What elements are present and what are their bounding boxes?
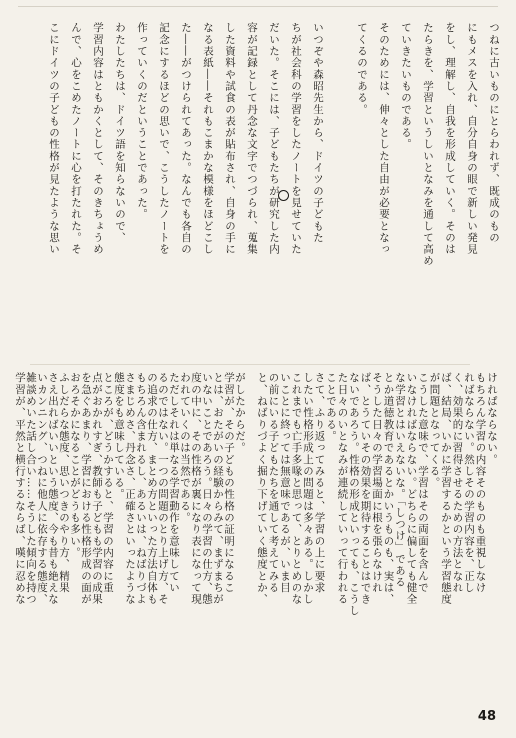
upper-text-line: なる表紙――それもこまかな模様をほどこし <box>202 22 214 255</box>
lower-right-text-line: と、ねばりづよく掘り下げていく態度とか、 <box>256 372 268 605</box>
upper-text-line: ていきたいものである。 <box>400 22 412 151</box>
lower-left-text-line: さえ出ればいいという態度、今も昔も絶えな <box>47 372 59 605</box>
upper-text-line: した資料や試食の表が貼布され、自身の手に <box>224 22 236 255</box>
lower-right-text-line: こうした意味で、学習はその両面を含んで <box>417 372 429 594</box>
lower-left-text-line: 点がおかれすぎ、教師も子どもも学習の成果 <box>91 372 103 605</box>
lower-left-text-line: ただしそれは単なる学習動作を意味してい <box>168 372 180 594</box>
upper-text-line: 記念にするほどの思いで、こうしたノートを <box>158 22 170 255</box>
lower-left-text-line: の追求の仕方、まとめ方といった方法自体も <box>146 372 158 605</box>
lower-left-text-line: 学習が、平然と横行するならば、嘆に忍めな <box>14 372 26 605</box>
upper-text-line: だいた。そこには、子どもたちが研究した内 <box>268 22 280 255</box>
lower-right-text-line: さて、ふり返ってみると、学習の上に要求 <box>313 372 326 594</box>
upper-text-line: にもメスを入れ、自分自身の眼で新しい発見 <box>466 22 478 255</box>
lower-left-text-line: 度の中に、その性格が裏になり表になって現 <box>190 372 202 605</box>
upper-text-line: た――がつけられてあった。なんでも各自の <box>180 22 192 255</box>
upper-text-line: そのためには、伸々とした自由が必要となっ <box>378 22 390 255</box>
lower-left-text-line: がしたからだ。 <box>234 372 246 454</box>
lower-right-text-line: ことである。 <box>325 372 337 442</box>
lower-left-text-line: 態度をも意味している。 <box>113 372 125 501</box>
lower-left-text-line: いカンニング、つねに他人に依存する態度、 <box>36 372 48 605</box>
upper-text-line: をし、理解し、自我を形成していく。そのは <box>444 22 456 255</box>
upper-text-line: わたしたちは、ドイツ語を知らないので、 <box>114 22 126 244</box>
lower-right-text-line: ればならない。然しその学習内容を、正し <box>463 372 475 594</box>
lower-right-text-line: な学習とはいえないな。「しつけ」である <box>394 372 406 589</box>
lower-left-text-line: るのではない。一つの問題のとり上げ方、そ <box>157 372 169 605</box>
lower-right-text-line: もちろん学習の内容そのものも重視しなけ <box>474 372 487 594</box>
section-break-ring-icon <box>278 190 289 201</box>
upper-text-line: てくるのである。 <box>356 22 368 116</box>
upper-text-line: たらきを、学習というしいとなみを通して高め <box>422 22 434 267</box>
lower-right-text-line: いなければならない。どちらに偏しても健全 <box>405 372 418 605</box>
page-number: 48 <box>477 709 496 724</box>
upper-text-line: 容が記録として丹念な文字でつづられ、蒐集 <box>246 22 258 255</box>
lower-right-text-line: とか道徳教育であるとかいうものも、実は、 <box>382 372 395 605</box>
lower-left-text-line: おろそかになることがどうも多い。 <box>69 372 81 559</box>
lower-left-text-line: 雑談めいた話し合い……そうした傾向を持つ <box>25 372 37 605</box>
lower-right-text-line: ば、結局、いかに学習するかという学習態度 <box>440 372 452 605</box>
upper-text-line: こにドイツの子どもの性格が見たような思い <box>48 22 60 255</box>
lower-right-text-line: ば、とうていその効果を期待することはでき <box>359 372 372 605</box>
lower-left-text-line: いないことであろう。日々の学習の仕方、態 <box>201 372 213 605</box>
upper-text-line: 作っていくのだということであった。 <box>136 22 148 221</box>
lower-right-text-line: これまでも亡手多喙と思って、とりとめのな <box>290 372 303 605</box>
lower-left-text-line: 学習が、その子どもの性格の証明になるこ <box>223 372 235 594</box>
lower-left-text-line: を急ぐあまり、学習における性格形成の面が <box>80 372 92 605</box>
upper-text-line: 学習内容はともかくとして、そのきちょうめ <box>92 22 104 255</box>
lower-left-text-line: ふしだらな態度、思いつきのやり方、精果 <box>58 372 70 594</box>
lower-right-text-line: いことに終っては無意味であるが、いま目 <box>279 372 291 594</box>
upper-text-line: いつぞや森昭先生から、ドイツの子どもた <box>312 22 324 244</box>
section-divider <box>30 364 470 365</box>
top-rule <box>18 6 498 7</box>
lower-right-text-line: そうした日々の学習場面に根を張らなけれ <box>371 372 383 594</box>
upper-text-line: ちが社会科の学習をしたノートを見せていた <box>290 22 302 255</box>
upper-text-line: んで、心をこめたノートに心を打たれた。そ <box>70 22 82 255</box>
lower-left-text-line: ところが、どうかすると、学習の内容に重 <box>102 372 114 594</box>
lower-left-text-line: もちろん含まれるし、あるいは、ねばりづよ <box>135 372 147 605</box>
lower-right-text-line: ないであろう。性格の形成といっても、こうし <box>348 372 360 617</box>
upper-text-line: つねに古いものにとらわれず、既成のもの <box>488 22 500 244</box>
lower-right-text-line: の前にいる子どもたちを通して考えてみる <box>267 372 280 594</box>
lower-right-text-line: た日々のいとなみが連続していって行われる <box>336 372 349 605</box>
lower-right-text-line: けれぱならない。 <box>486 372 498 466</box>
lower-left-text-line: とは、おたがいの経験からみて、まずまちが <box>212 372 224 605</box>
lower-left-text-line: われていくのは当然である。 <box>179 372 191 524</box>
lower-left-text-line: さまじめさ、丹念さ、正確さといったような <box>124 372 136 605</box>
lower-right-text-line: く、効果的に習得させるための方法となれ <box>451 372 464 594</box>
lower-right-text-line: したい性格形成上の問題は多々ある。しかし <box>302 372 314 605</box>
lower-right-text-line: が問題となってくる。 <box>428 372 441 489</box>
